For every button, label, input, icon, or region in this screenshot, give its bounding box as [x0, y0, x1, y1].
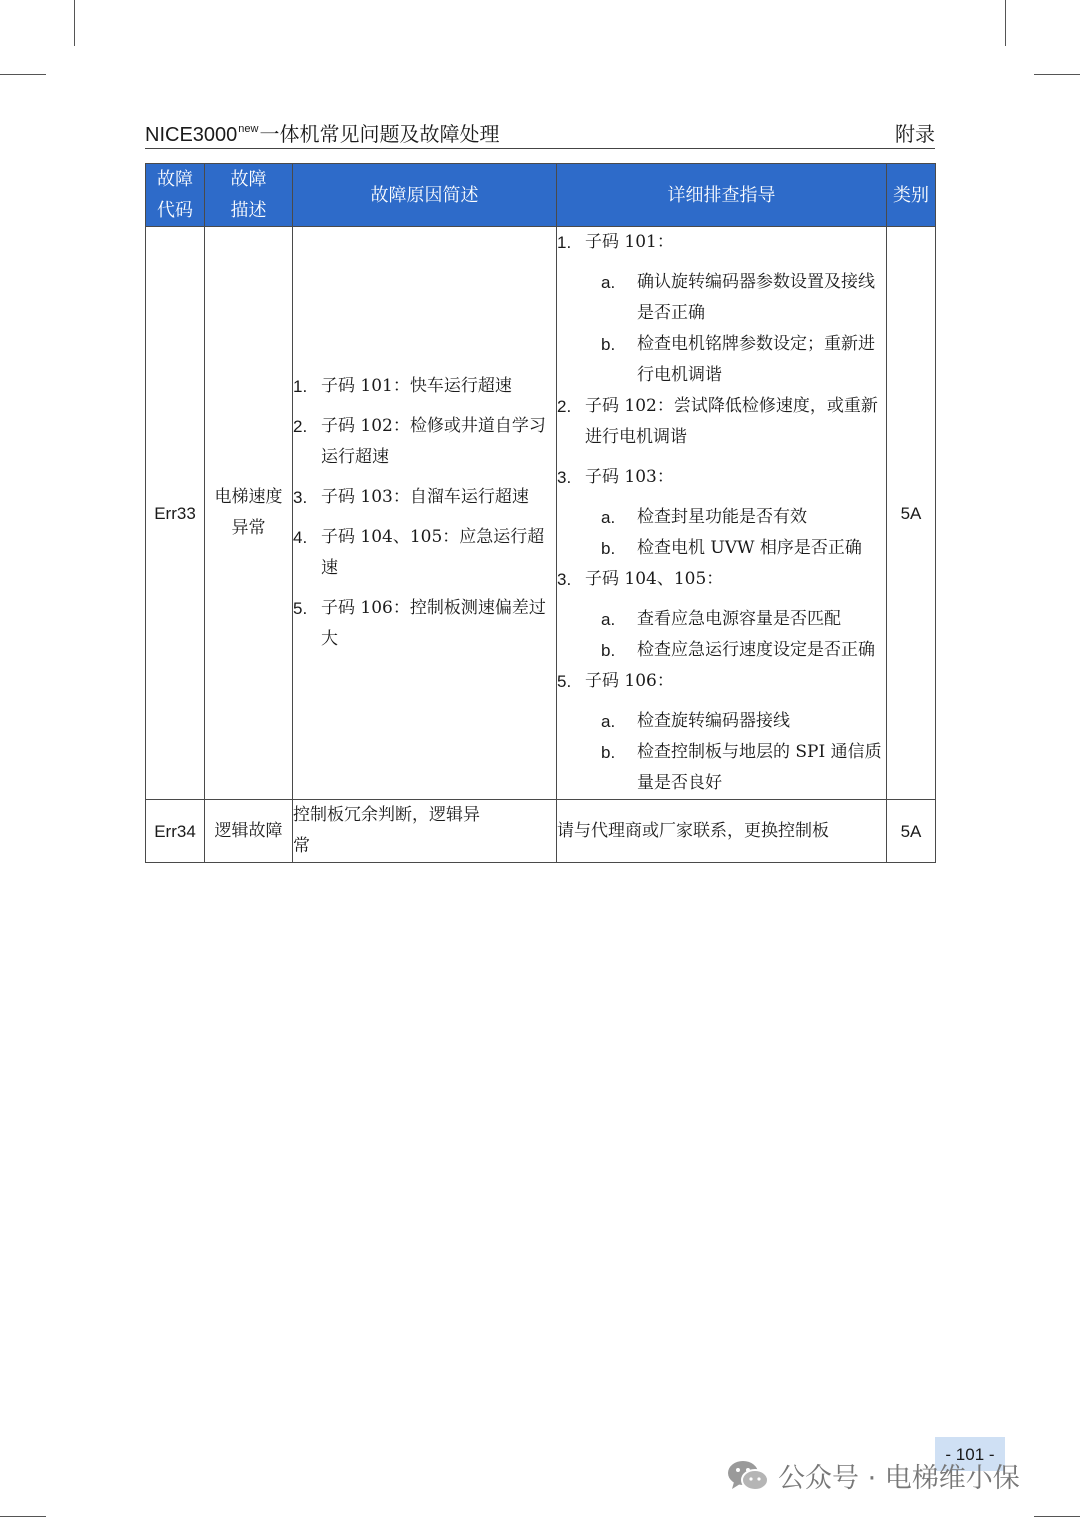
table-row: [146, 227, 936, 800]
sub-list-item: a. 检查旋转编码器接线: [601, 711, 790, 731]
list-item: 1. 子码 101：快车运行超速: [293, 376, 512, 396]
fault-class: 5A: [887, 800, 936, 863]
sub-list-item: a. 查看应急电源容量是否匹配: [601, 609, 841, 629]
sub-list-item: b. 检查电机铭牌参数设定；重新进行电机调谐: [601, 334, 875, 385]
watermark: 公众号 · 电梯维小保: [726, 1456, 1020, 1500]
wechat-icon: [726, 1458, 770, 1501]
crop-mark: [0, 74, 46, 75]
sub-list-item: b. 检查电机 UVW 相序是否正确: [601, 538, 862, 558]
list-item: 5. 子码 106： a. 检查旋转编码器接线 b. 检查控制板与地层的 SPI 通信质量是否良好: [557, 666, 886, 799]
header-class: 类别: [887, 164, 936, 227]
header-fault-desc: 故障 描述: [205, 164, 293, 227]
fault-code: Err33: [146, 227, 205, 800]
list-item: 3. 子码 103： a. 检查封星功能是否有效 b. 检查电机 UVW 相序是否正确: [557, 462, 886, 564]
header-cause: 故障原因简述: [293, 164, 557, 227]
document-title: $NICE3000^{new}$一体机常见问题及故障处理: [145, 123, 500, 146]
fault-table: [145, 163, 936, 863]
fault-desc: 逻辑故障: [205, 800, 293, 863]
crop-mark: [0, 1516, 46, 1517]
sub-list-item: a. 确认旋转编码器参数设置及接线是否正确: [601, 272, 875, 323]
fault-guide: [557, 227, 887, 800]
table-row: [146, 800, 936, 863]
header-fault-code: 故障 代码: [146, 164, 205, 227]
crop-mark: [74, 0, 75, 46]
crop-mark: [1034, 1516, 1080, 1517]
crop-mark: [1034, 74, 1080, 75]
list-item: 3. 子码 104、105： a. 查看应急电源容量是否匹配 b. 检查应急运行速度设定是否正确: [557, 564, 886, 666]
fault-desc: 电梯速度异常: [205, 227, 293, 800]
sub-list-item: b. 检查应急运行速度设定是否正确: [601, 640, 875, 660]
sub-list-item: b. 检查控制板与地层的 SPI 通信质量是否良好: [601, 742, 882, 793]
list-item: 5. 子码 106：控制板测速偏差过大: [293, 598, 546, 649]
page-number: - 101 -: [935, 1437, 1005, 1471]
list-item: 2. 子码 102：尝试降低检修速度，或重新进行电机调谐: [557, 396, 878, 447]
page-header: [145, 114, 935, 149]
fault-guide: 请与代理商或厂家联系，更换控制板: [557, 800, 887, 863]
list-item: 4. 子码 104、105：应急运行超速: [293, 527, 545, 578]
header-guide: 详细排查指导: [557, 164, 887, 227]
list-item: 3. 子码 103：自溜车运行超速: [293, 487, 529, 507]
fault-class: 5A: [887, 227, 936, 800]
crop-mark: [1005, 0, 1006, 46]
sub-list-item: a. 检查封星功能是否有效: [601, 507, 807, 527]
table-header-row: [146, 164, 936, 227]
list-item: 1. 子码 101： a. 确认旋转编码器参数设置及接线是否正确 b. 检查电机铭牌参数设定；重新进行电机调谐: [557, 227, 886, 391]
list-item: 2. 子码 102：检修或井道自学习运行超速: [293, 416, 546, 467]
section-label: 附录: [895, 124, 935, 146]
fault-cause: [293, 227, 557, 800]
fault-cause: 控制板冗余判断，逻辑异常: [293, 800, 557, 863]
fault-code: Err34: [146, 800, 205, 863]
